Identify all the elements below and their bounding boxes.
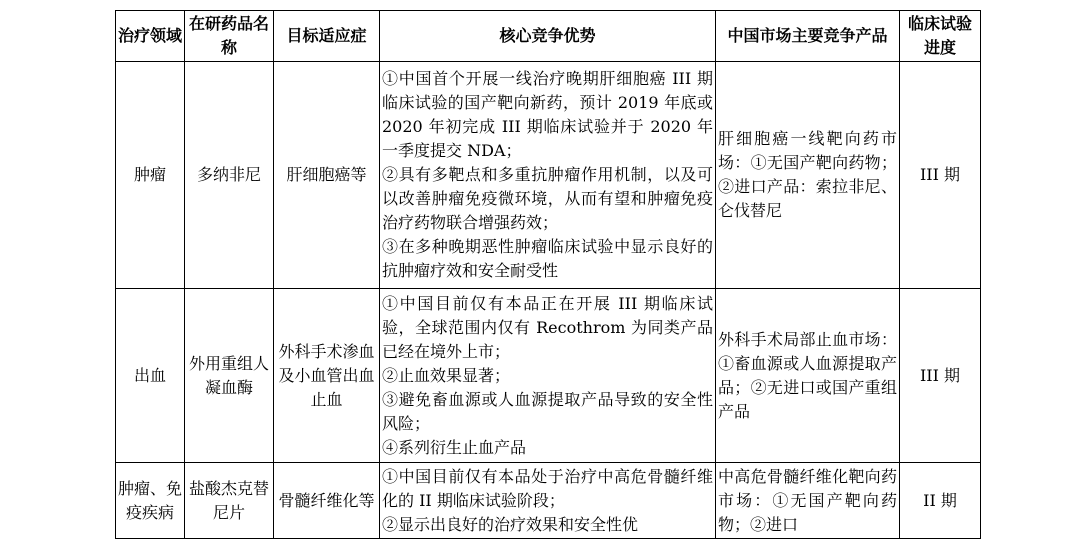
header-trial-progress: 临床试验进度: [900, 11, 981, 62]
trial-progress-cell: II 期: [900, 463, 981, 539]
advantage-item: ②止血效果显著；: [382, 365, 511, 385]
table-row: [116, 463, 981, 539]
header-core-advantages: 核心竞争优势: [380, 11, 716, 62]
advantage-item: ②具有多靶点和多重抗肿瘤作用机制，以及可以改善肿瘤免疫微环境，从而有望和肿瘤免疫治疗药物联合增强药效；: [382, 165, 713, 232]
header-therapeutic-area: 治疗领域: [116, 11, 185, 62]
header-competitors: 中国市场主要竞争产品: [716, 11, 900, 62]
drug-name-cell: 盐酸杰克替尼片: [185, 463, 274, 539]
drug-pipeline-table: [115, 10, 981, 539]
header-drug-name: 在研药品名称: [185, 11, 274, 62]
competitors-cell: 肝细胞癌一线靶向药市场：①无国产靶向药物；②进口产品：索拉非尼、仑伐替尼: [716, 62, 900, 289]
advantages-cell: [380, 62, 716, 289]
advantage-item: ①中国目前仅有本品正在开展 III 期临床试验，全球范围内仅有 Recothrom 为同类产品已经在境外上市；: [382, 293, 713, 361]
drug-name-cell: 多纳非尼: [185, 62, 274, 289]
advantage-item: ②显示出良好的治疗效果和安全性优: [382, 514, 639, 534]
table-header-row: [116, 11, 981, 62]
indication-cell: 骨髓纤维化等: [274, 463, 380, 539]
table-row: [116, 289, 981, 463]
indication-cell: 肝细胞癌等: [274, 62, 380, 289]
trial-progress-cell: III 期: [900, 62, 981, 289]
advantage-item: ①中国首个开展一线治疗晚期肝细胞癌 III 期临床试验的国产靶向新药，预计 2019 年底或 2020 年初完成 III 期临床试验并于 2020 年一季度提交 NDA；: [382, 69, 713, 160]
advantage-item: ③避免畜血源或人血源提取产品导致的安全性风险；: [382, 389, 713, 433]
advantages-cell: [380, 289, 716, 463]
therapeutic-area-cell: 出血: [116, 289, 185, 463]
therapeutic-area-cell: 肿瘤、免疫疾病: [116, 463, 185, 539]
drug-name-cell: 外用重组人凝血酶: [185, 289, 274, 463]
header-indication: 目标适应症: [274, 11, 380, 62]
therapeutic-area-cell: 肿瘤: [116, 62, 185, 289]
advantage-item: ①中国目前仅有本品处于治疗中高危骨髓纤维化的 II 期临床试验阶段；: [382, 466, 713, 510]
trial-progress-cell: III 期: [900, 289, 981, 463]
advantage-item: ③在多种晚期恶性肿瘤临床试验中显示良好的抗肿瘤疗效和安全耐受性: [382, 237, 713, 280]
advantages-cell: [380, 463, 716, 539]
advantage-item: ④系列衍生止血产品: [382, 437, 527, 457]
competitors-cell: 中高危骨髓纤维化靶向药市场：①无国产靶向药物；②进口: [716, 463, 900, 539]
indication-cell: 外科手术渗血及小血管出血止血: [274, 289, 380, 463]
table-row: [116, 62, 981, 289]
competitors-cell: 外科手术局部止血市场：①畜血源或人血源提取产品；②无进口或国产重组产品: [716, 289, 900, 463]
